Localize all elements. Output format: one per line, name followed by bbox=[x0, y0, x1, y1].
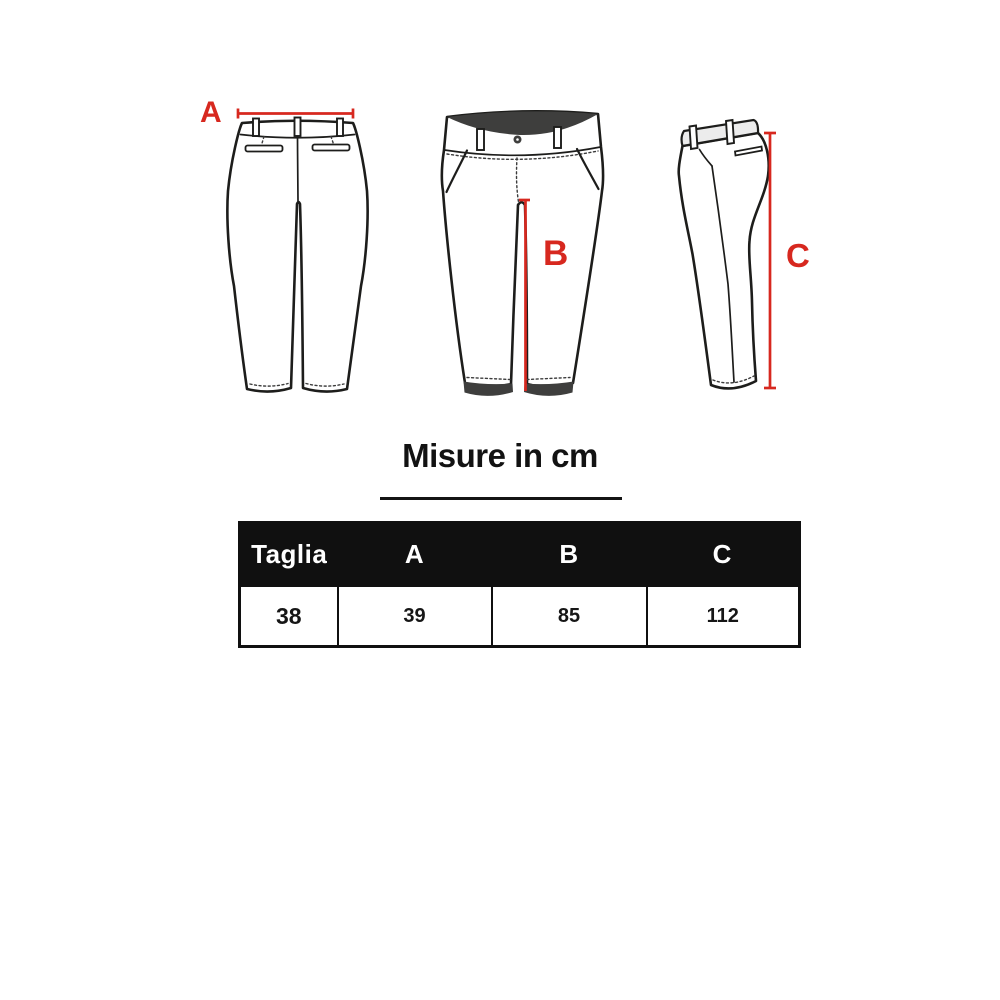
measure-line-b bbox=[517, 197, 535, 398]
measure-line-c bbox=[762, 130, 778, 397]
cell-measure-c: 112 bbox=[647, 586, 800, 647]
header-cell-a: A bbox=[404, 539, 425, 569]
size-table-data-row bbox=[240, 586, 800, 647]
cell-measure-b: 85 bbox=[492, 586, 647, 647]
size-table-header-row bbox=[240, 523, 800, 587]
size-guide-title-wrap bbox=[250, 437, 750, 475]
cell-measure-a: 39 bbox=[338, 586, 492, 647]
pants-side-view-illustration bbox=[675, 112, 775, 397]
size-guide-title: Misure in cm bbox=[402, 437, 598, 474]
pants-back-view-illustration bbox=[205, 98, 390, 398]
measure-label-a: A bbox=[200, 96, 222, 129]
cell-size: 38 bbox=[240, 586, 338, 647]
title-underline bbox=[380, 497, 622, 500]
header-cell-c: C bbox=[712, 539, 732, 569]
header-cell-taglia: Taglia bbox=[251, 539, 328, 569]
measure-label-c: C bbox=[786, 237, 810, 274]
header-cell-b: B bbox=[559, 539, 579, 569]
size-table bbox=[238, 521, 801, 648]
measure-label-b: B bbox=[543, 234, 569, 273]
measure-line-a bbox=[236, 107, 355, 125]
